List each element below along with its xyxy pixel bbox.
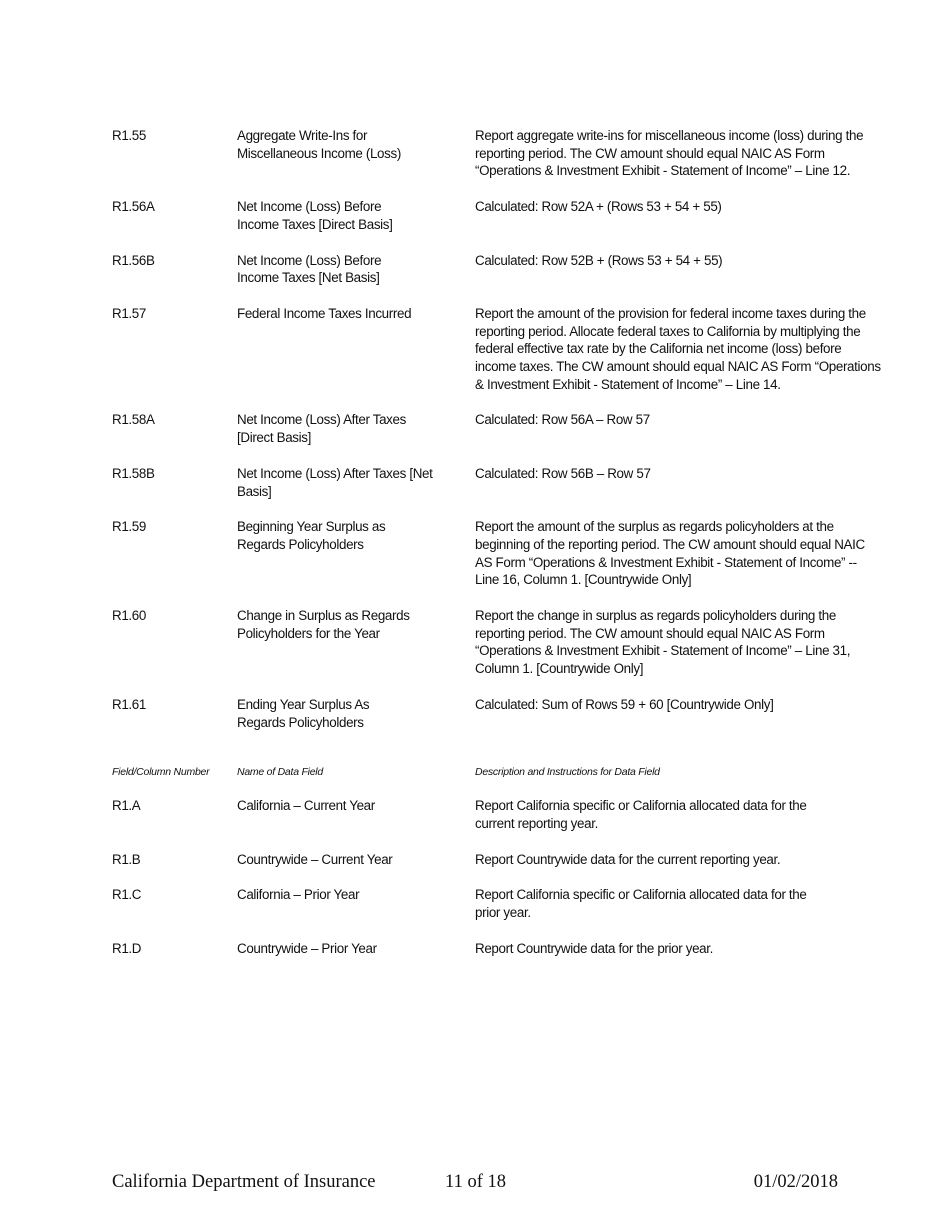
column-header-description: Description and Instructions for Data Field	[475, 766, 660, 779]
table-row	[112, 127, 882, 180]
field-description: Calculated: Row 56A – Row 57	[475, 412, 650, 428]
table-row	[112, 940, 882, 958]
field-name: Ending Year Surplus As Regards Policyholders	[237, 696, 370, 730]
table-row	[112, 607, 882, 678]
table-row	[112, 465, 882, 500]
table-row	[112, 198, 882, 233]
field-name: Aggregate Write-Ins for Miscellaneous Income (Loss)	[237, 128, 401, 161]
field-number: R1.56B	[112, 252, 155, 268]
field-number: R1.58A	[112, 412, 155, 428]
field-name: Net Income (Loss) Before Income Taxes [Net Basis]	[237, 252, 382, 286]
field-number: R1.59	[112, 519, 146, 535]
field-description: Report Countrywide data for the current reporting year.	[475, 851, 781, 867]
field-name: California – Current Year	[237, 798, 375, 814]
field-name: Change in Surplus as Regards Policyholders for the Year	[237, 608, 410, 641]
document-body	[112, 127, 882, 958]
field-number: R1.D	[112, 940, 142, 956]
field-name: Net Income (Loss) Before Income Taxes [Direct Basis]	[237, 199, 393, 232]
field-name: Countrywide – Current Year	[237, 851, 393, 867]
field-name: Beginning Year Surplus as Regards Policyholders	[237, 519, 386, 552]
field-number: R1.B	[112, 851, 141, 867]
field-description: Report the amount of the surplus as regards policyholders at the beginning of the reporting period. The CW amount should equal NAIC AS Form “Operations & Investment Exhibit - Statement of Income” -- Line 16, Column 1. [Countrywide Only]	[475, 519, 865, 588]
field-number: R1.61	[112, 696, 146, 712]
table-row	[112, 851, 882, 869]
table-row	[112, 696, 882, 731]
page-footer	[112, 1172, 838, 1196]
field-number: R1.58B	[112, 465, 155, 481]
table-row	[112, 305, 882, 394]
table-row	[112, 797, 882, 832]
field-number: R1.60	[112, 608, 146, 624]
table-row	[112, 411, 882, 446]
field-description: Report the change in surplus as regards policyholders during the reporting period. The CW amount should equal NAIC AS Form “Operations & Investment Exhibit - Statement of Income” – Line 31, Column 1. [Countrywide Only]	[475, 608, 851, 677]
field-description: Calculated: Row 52B + (Rows 53 + 54 + 55)	[475, 252, 723, 268]
field-number: R1.56A	[112, 199, 155, 215]
field-description: Report aggregate write-ins for miscellaneous income (loss) during the reporting period. The CW amount should equal NAIC AS Form “Operations & Investment Exhibit - Statement of Income” – Line 12.	[475, 128, 864, 179]
field-name: California – Prior Year	[237, 887, 360, 903]
field-description: Report California specific or California allocated data for the current reporting year.	[475, 798, 807, 831]
field-name: Net Income (Loss) After Taxes [Direct Basis]	[237, 412, 406, 446]
column-header-row	[112, 765, 882, 779]
field-name: Net Income (Loss) After Taxes [Net Basis]	[237, 465, 433, 499]
column-header-number: Field/Column Number	[112, 766, 210, 779]
field-description: Report the amount of the provision for federal income taxes during the reporting period. Allocate federal taxes to California by multiplying the federal effective tax rate by the California net income (loss) before income taxes. The CW amount should equal NAIC AS Form “Operations & Investment Exhibit - Statement of Income” – Line 14.	[475, 305, 881, 392]
field-number: R1.57	[112, 305, 146, 321]
field-name: Federal Income Taxes Incurred	[237, 305, 412, 321]
field-description: Calculated: Row 56B – Row 57	[475, 465, 651, 481]
field-description: Calculated: Row 52A + (Rows 53 + 54 + 55)	[475, 199, 722, 215]
footer-organization: California Department of Insurance	[112, 1172, 376, 1192]
field-name: Countrywide – Prior Year	[237, 940, 377, 956]
table-row	[112, 252, 882, 287]
field-description: Calculated: Sum of Rows 59 + 60 [Countrywide Only]	[475, 696, 774, 712]
field-number: R1.55	[112, 128, 146, 143]
table-row	[112, 886, 882, 921]
field-description: Report California specific or California allocated data for the prior year.	[475, 887, 807, 921]
table-row	[112, 518, 882, 589]
footer-page-number: 11 of 18	[445, 1172, 506, 1192]
footer-date: 01/02/2018	[753, 1172, 838, 1192]
field-number: R1.C	[112, 887, 142, 903]
field-description: Report Countrywide data for the prior year.	[475, 940, 714, 956]
field-number: R1.A	[112, 798, 141, 814]
column-header-name: Name of Data Field	[237, 766, 323, 779]
